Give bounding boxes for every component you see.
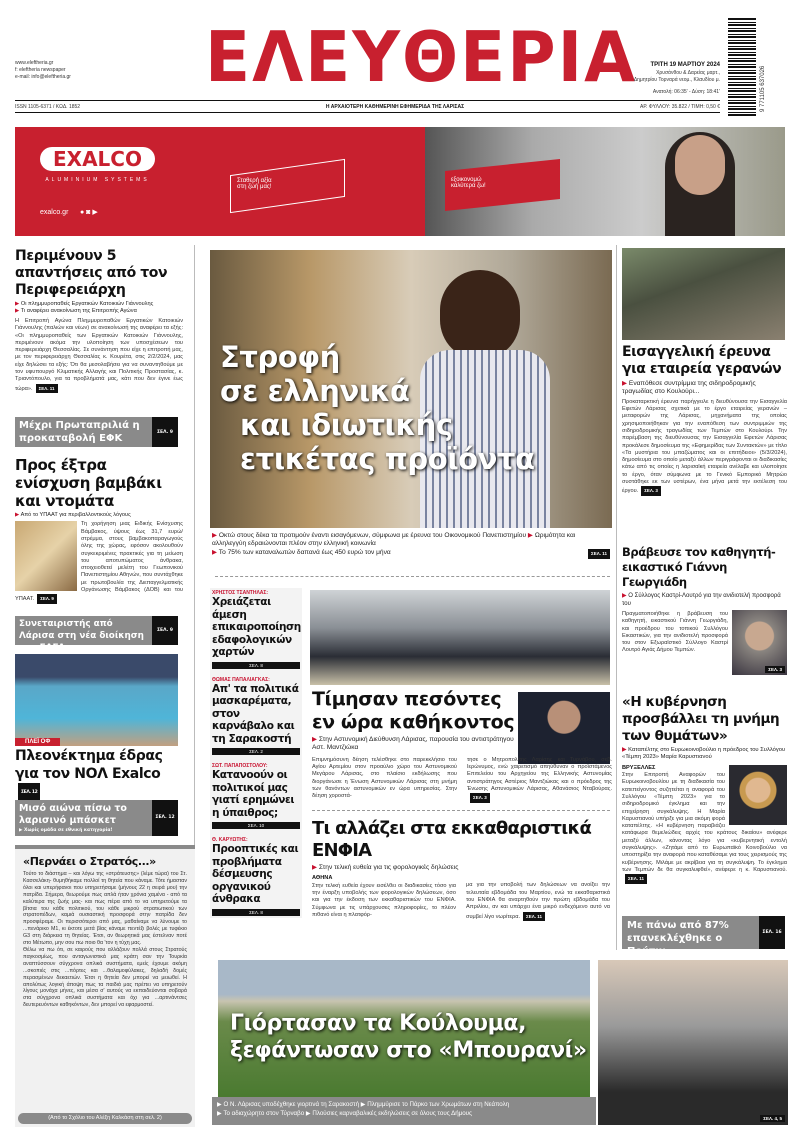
issn: ISSN 1105-6371 / ΚΩΔ. 1852	[15, 104, 81, 110]
bullet-icon: ▶	[212, 548, 218, 556]
caption: Πλημμύρισε το Πάρκο των Χρωμάτων στη Νεάπολη	[367, 1101, 510, 1108]
page-ref: ΣΕΛ. 9	[152, 417, 178, 447]
page-ref[interactable]: ΣΕΛ. 11	[523, 912, 545, 921]
opinion-title: Κατανοούν οι πολιτικοί μας γιατί ερημώνει η ύπαιθρος;	[212, 769, 295, 819]
author: Θ. ΚΑΡΥΩΤΗΣ:	[212, 837, 248, 843]
issue-date: ΤΡΙΤΗ 19 ΜΑΡΤΙΟΥ 2024	[650, 62, 720, 68]
dateline: ΑΘΗΝΑ	[312, 875, 333, 882]
page-ref[interactable]: ΣΕΛ. 3	[765, 666, 785, 673]
deck: Καταπέλτης στο Ευρωκοινοβούλιο η πρόεδρος του Συλλόγου «Τέμπη 2023» Μαρία Καρυστιανού	[622, 747, 786, 761]
bullet-icon: ▶	[622, 380, 628, 387]
deck: Από το ΥΠΑΑΤ για περιβαλλοντικούς λόγους	[20, 512, 131, 518]
headline: Εισαγγελική έρευνα για εταιρεία γερανών	[622, 344, 782, 377]
page-ref[interactable]: ΣΕΛ. 11	[625, 874, 647, 883]
author: ΘΩΜΑΣ ΠΑΠΑΛΙΑΓΚΑΣ:	[212, 676, 270, 683]
article-crane[interactable]	[622, 344, 787, 496]
cotton-photo	[15, 521, 77, 591]
opinion-title: Χρειάζεται άμεση επικαιροποίηση εδαφολογικών χαρτών	[212, 596, 301, 658]
deck: Στην Αστυνομική Διεύθυνση Λάρισας, παρουσία του αντιστράτηγου Αστ. Μαντζιώκα	[312, 736, 514, 752]
box-title: Με πάνω από 87% επανεκλέχθηκε ο Πούτιν	[627, 920, 729, 957]
author: ΣΩΤ. ΠΑΠΑΠΟΣΤΟΛΟΥ:	[212, 763, 268, 769]
opinion-item[interactable]	[212, 677, 300, 756]
body-text: Επιμνημόσυνη δέηση τελέσθηκε στο παρεκκλήσιο του Αγίου Αρτεμίου στον προαύλιο χώρο του Αστυνομικού Μεγάρου Λάρισας, στο πλαίσιο εκδήλωσης που διοργάνωσε η Ένωση Αστυνομικών Λάρισας στη μνήμη των θανόντων αστυνομικών εν ώρα υπηρεσίας. Στην δέηση χοροστά-	[312, 756, 457, 800]
bullet-icon: ▶	[622, 593, 627, 599]
lead-deck	[212, 532, 610, 559]
author: ΧΡΗΣΤΟΣ ΤΣΑΝΤΗΛΑΣ:	[212, 590, 269, 596]
column-stratos[interactable]	[15, 845, 195, 1127]
crane-photo	[622, 248, 785, 340]
body-text: Θέλω να πω ότι, σε καιρούς που αλλάζουν πολλά στους Στρατούς παγκοσμίως, που ανταγωνιστικά μας κράτη σαν την Τουρκία αναπτύσσουν σύγχρονα οπλικά συστήματα, εμείς έχουμε ακόμη ...σκοπιές στις ...πόρτες και ...θαλαμοφύλακες, δηλαδή δομές περασμένων δεκαετιών. Έτσι η θητεία δεν μπορεί να μειωθεί. Η απολύτως λογική άποψη πως τα παιδιά μας πρέπει να υπηρετούν λίγους μονάχα μήνες, και μέσα σ' αυτούς να εκπαιδεύονται σοβαρά στα σύγχρονα οπλικά συστήματα και όχι για ...αρτινάντσες δευτερευόντων καθηκόντων, δεν μπορεί να εφαρμοστεί.	[23, 946, 187, 1009]
deck: Οι πλημμυροπαθείς Εργατικών Κατοικιών Γιάννουλης	[20, 301, 154, 307]
page-ref: ΣΕΛ. 9	[152, 616, 178, 645]
barcode	[728, 18, 756, 116]
box-title: Μέχρι Πρωταπριλιά η προκαταβολή ΕΦΚ	[19, 420, 140, 444]
bullet-icon: ▶	[622, 747, 627, 753]
article-flood[interactable]	[15, 248, 183, 393]
contact-info	[15, 60, 71, 81]
bottom-captions	[212, 1097, 596, 1125]
rule	[15, 100, 720, 101]
page-ref: ΣΕΛ. 2	[212, 748, 300, 755]
headline: Τίμησαν πεσόντες εν ώρα καθήκοντος	[312, 688, 515, 733]
newspaper-logo: ΕΛΕΥΘΕΡΙΑ	[205, 17, 638, 98]
page-ref: ΣΕΛ. 12	[152, 800, 178, 836]
column-source[interactable]: (Από το Σχόλιο του Αλέξη Καλκάση στη σελ. 2)	[18, 1113, 192, 1124]
headline-nol[interactable]	[15, 747, 185, 803]
ceremony-photo	[310, 590, 610, 685]
opinion-title: Προοπτικές και προβλήματα δέσμευσης οργανικού άνθρακα	[212, 843, 299, 905]
caption: Ο Ν. Λάρισας υποδέχθηκε γιορτινά τη Σαρακοστή	[223, 1101, 360, 1108]
deck: Ο Σύλλογος Καστρί-Λουτρό για την ανιδιοτελή προσφορά του	[622, 593, 781, 607]
headline-line: Στροφή	[220, 340, 340, 374]
page-ref: ΣΕΛ. 16	[759, 916, 785, 949]
bullet-icon: ▶	[212, 532, 218, 539]
bottom-headline[interactable]	[230, 1010, 587, 1064]
exalco-ad[interactable]	[15, 127, 785, 236]
body-text: Τούτο το διάστημα – και λόγω της «στράτευσης» (λέμε τώρα) του Στ. Κασσελάκη- θυμηθήκαμε πολλοί τη θητεία που κάναμε. Τότε ήμασταν όλοι και υπερήφανοι που υπηρετήσαμε (μήνους 22 η σειρά μου) την πατρίδα. Σήμερα, θεωρούμε πως απλά ήταν χρόνια χαμένα - από τα καλύτερα της ζωής μας- και πως πέρα από το να υπηρετούμε τα βίτσια του κάθε πολιτικού, του κάθε μικρού στρατιωτικού των στρατοπέδων, καμιά ουσιαστική προσφορά στην πατρίδα δεν προσφέραμε. Οι περισσότεροι από μας, μαθαίναμε να λύνουμε το ...πενάρικο Μ1, κι έκτοτε μετά βίας κάναμε πεντέξι βολές με τυφέκιο G3 στη διάρκεια τη θητείας. Έτσι, αν θεωρητικά μας έστελναν ποτέ στο Μέτωπο, μην σου πω ποιο θα 'τον η τύχη μας.	[23, 871, 187, 947]
page-ref[interactable]: ΣΕΛ. 3	[641, 486, 661, 495]
body-text: τησε ο Μητροπολίτης Λαρίσης και Τυρνάβου, σεβ. Ιερώνυμος, ενώ χαιρετισμό απηύθυναν ο προϊστάμενος Επιτελείου του Αρχηγείου της Ελληνικής Αστυνομίας αντιστράτηγος Αστέριος Μαντζιώκας και ο πρόεδρος της Ένωσης Αστυνομικών Λάρισας, Αθανάσιος Νταβούρας.	[467, 756, 612, 792]
headline-line: ετικέτας προϊόντα	[240, 442, 535, 476]
lead-photo	[210, 250, 612, 528]
headline-line: Γιόρτασαν τα Κούλουμα,	[230, 1011, 527, 1036]
slogan-line: καλύτερα ζω!	[451, 183, 486, 189]
opinion-item[interactable]	[212, 763, 300, 829]
article-enfia[interactable]	[312, 818, 610, 921]
body-text: Πραγματοποιήθηκε η βράβευση του καθηγητή, εικαστικού Γιάννη Γεωργιάδη, και προέδρου του τοπικού Συλλόγου Εικαστικών, για την ανιδιοτελή προσφορά του στον Εξωραϊστικό Σύλλογο Καστρί Λουτρό Αγιάς Δήμου Τεμπών.	[622, 611, 728, 654]
article-cotton[interactable]	[15, 456, 183, 604]
page-ref: ΣΕΛ. 8	[212, 909, 300, 916]
slogan-line: στη ζωή μας!	[237, 184, 272, 190]
ad-slogan-1	[230, 159, 345, 213]
bullet-icon: ▶	[15, 301, 20, 307]
body-text: Στην Επιτροπή Αναφορών του Ευρωκοινοβουλίου με τη διαδικασία του κατεπείγοντος συζητείται η αναφορά του Συλλόγου «Τέμπη 2023» για το σιδηροδρομικό έγκλημα και την επιχείρηση συγκάλυψης. Η Μαρία Καρυστιανού υπήρξε για μια ακόμη φορά καταπέλτης. «Η κυβέρνηση παραβιάζει κατάφωρα θεμελιώδεις αρχές του κράτους δικαίου» ανέφερε μεταξύ άλλων, κάνοντας λόγο για «κυβερνητική εντολή συγκάλυψης». «Ζητάμε από το Ευρωπαϊκό Κοινοβούλιο να υποστηρίξει την αναφορά που καταθέσαμε για τους χειρισμούς της κυβέρνησης. Μιλάμε με ακρίβεια για τη συγκάλυψη. Το έγκλημα των Τεμπών δε θα συγκαλυφθεί», ανέφερε η κ. Καρυστιανού.	[622, 772, 787, 873]
ad-site[interactable]: exalco.gr	[40, 209, 69, 216]
bullet-icon: ▶	[527, 532, 533, 539]
slogan-line: εξοικονομώ	[451, 177, 482, 183]
email-link[interactable]: e-mail: info@eleftheria.gr	[15, 74, 71, 80]
page-ref[interactable]: ΣΕΛ. 4, 5	[760, 1115, 785, 1122]
deck: Το 75% των καταναλωτών δαπανά έως 450 ευρώ τον μήνα	[218, 548, 391, 556]
divider	[215, 576, 610, 577]
article-police[interactable]	[312, 688, 612, 803]
bourani-photo	[598, 960, 788, 1125]
opinion-title: Απ' τα πολιτικά μασκαρέματα, στον καρνάβαλο και τη Σαρακοστή	[212, 682, 299, 745]
page-ref[interactable]: ΣΕΛ. 11	[588, 549, 610, 559]
deck: Στην τελική ευθεία για τις φορολογικές δηλώσεις	[318, 864, 459, 871]
article-award[interactable]	[622, 545, 787, 675]
headline-line: σε ελληνικά	[220, 374, 410, 408]
deck: Οκτώ στους δέκα τα προτιμούν έναντι εισαγόμενων, σύμφωνα με έρευνα του Οικονομικού Πανεπιστημίου	[218, 532, 527, 539]
deck: Ωριμότητα και αλληλεγγύη εδραιώνονται πλέον στην ελληνική κοινωνία	[212, 532, 576, 548]
caption: Πλούσιες καρναβαλικές εκδηλώσεις σε όλους τους Δήμους	[312, 1110, 473, 1117]
body-text: Τη χορήγηση μιας Ειδικής Ενίσχυσης Βάμβακος, ύψους έως 31,7 ευρώ/στρέμμα, στους βαμβακοπαραγωγούς όλης της χώρας, εφόσον ακολουθούν συγκεκριμένες πρακτικές για τη μείωση του αποτυπώματος άνθρακα, στοιχειοθετεί μελέτη του Γεωπονικού Πανεπιστημίου Αθηνών, που συντάχθηκε με πρωτοβουλία της Διεπαγγελματικής Οργάνωσης Βάμβακος (ΔΟΒ) και του ΥΠΑΑΤ.	[15, 521, 183, 603]
bullet-icon: ▶	[15, 308, 20, 314]
website-link[interactable]: www.eleftheria.gr	[15, 60, 54, 66]
opinion-item[interactable]	[212, 837, 300, 916]
box-elga[interactable]	[15, 616, 178, 653]
page-ref[interactable]: ΣΕΛ. 12	[18, 783, 40, 803]
box-efk[interactable]	[15, 417, 178, 447]
koulouma-photo	[218, 960, 590, 1097]
social-icons: ● ◙ ▶	[80, 209, 98, 216]
page-ref: ΣΕΛ. 8	[212, 662, 300, 669]
headline: Βράβευσε τον καθηγητή-εικαστικό Γιάννη Γεωργιάδη	[622, 545, 776, 589]
professor-photo	[732, 610, 787, 675]
body-text: Προκαταρκτική έρευνα παρήγγειλε η διευθύνουσα την Εισαγγελία Εφετών Λάρισας σχετικά με το έργο εταιρείας γερανών – μεταφορών της Λάρισας, μηχανήματα της οποίας χρησιμοποιήθηκαν για την εναπόθεση των συντριμμιών της σιδηροδρομικής τραγωδίας των Τεμπών στο Κουλούρι. Την παρέμβαση της διευθύνουσας την Εισαγγελία Εφετών Λάρισας προκάλεσε δημοσίευμα της «Εφημερίδας των Συντακτών» με τίτλο «Τα μυστήρια του μπαζώματος και οι επιτήδειοι» (5/3/2024), δημοσίευμα στο οποίο μεταξύ άλλων περιγράφονται οι διαδικασίες κάτω από τις οποίες η λαρισαϊκή εταιρεία ανέλαβε και υλοποίησε το έργο, όταν σύμφωνα με το Γενικό Εμπορικό Μητρώο συστάθηκε εκ των υστέρων, ένα μήνα μετά την εκτέλεση του έργου.	[622, 398, 787, 495]
opinion-column	[210, 588, 302, 918]
exalco-logo: EXALCO	[40, 147, 155, 171]
label-playoff: ΠΛΕΪ ΟΦ	[15, 738, 60, 746]
barcode-number: 9 771105 637026	[760, 65, 766, 112]
headline: Προς έξτρα ενίσχυση βαμβάκι και ντομάτα	[15, 456, 162, 510]
box-title: Συνεταιριστής από Λάρισα στη νέα διοίκηση του ΕΛΓΑ	[19, 619, 144, 653]
deck: Χωρίς ομάδα σε εθνική κατηγορία!	[24, 828, 113, 833]
date-block	[612, 62, 720, 96]
headline-line: ξεφάντωσαν στο «Μπουρανί»	[230, 1038, 587, 1063]
issue-price: ΑΡ. ΦΥΛΛΟΥ: 35.822 / ΤΙΜΗ: 0,50 €	[639, 104, 720, 110]
divider	[312, 810, 610, 811]
bullet-icon: ▶	[217, 1110, 222, 1117]
bullet-icon: ▶	[360, 1101, 366, 1108]
column-divider	[616, 245, 617, 950]
rule	[15, 112, 720, 113]
facebook-link[interactable]: f: eleftheria newspaper	[15, 67, 66, 73]
ad-sub: ALUMINIUM SYSTEMS	[45, 177, 150, 183]
deck: Εναπόθεσε συντρίμμια της σιδηροδρομικής τραγωδίας στο Κουλούρι...	[622, 380, 756, 396]
headline-line: και ιδιωτικής	[240, 408, 453, 442]
dateline: ΒΡΥΞΕΛΛΕΣ	[622, 764, 656, 771]
tagline: Η ΑΡΧΑΙΟΤΕΡΗ ΚΑΘΗΜΕΡΙΝΗ ΕΦΗΜΕΡΙΔΑ ΤΗΣ ΛΑΡΙΣΑΣ	[325, 104, 465, 110]
bullet-icon: ▶	[312, 864, 318, 871]
bullet-icon: ▶	[19, 828, 23, 833]
deck: Τι αναφέρει ανακοίνωση της Επιτροπής Αγώνα	[20, 308, 137, 314]
box-putin[interactable]	[622, 916, 785, 957]
article-tempi[interactable]	[622, 694, 787, 884]
page-ref[interactable]: ΣΕΛ. 3	[470, 793, 490, 802]
bullet-icon: ▶	[217, 1101, 222, 1108]
lead-headline[interactable]	[220, 340, 535, 476]
headline: Τι αλλάζει στα εκκαθαριστικά ΕΝΦΙΑ	[312, 818, 592, 861]
headline: «Η κυβέρνηση προσβάλλει τη μνήμη των θυμάτων»	[622, 694, 780, 744]
opinion-item[interactable]	[212, 590, 300, 669]
headline: Πλεονέκτημα έδρας για τον ΝΟΛ Exalco	[15, 748, 163, 782]
caption: Το αδιαχώρητο στον Τύρναβο	[223, 1110, 305, 1117]
bullet-icon: ▶	[312, 736, 318, 743]
column-title: «Περνάει ο Στρατός...»	[23, 855, 156, 868]
page-ref[interactable]: ΣΕΛ. 11	[36, 384, 58, 393]
body-text: Η Επιτροπή Αγώνα Πλημμυροπαθών Εργατικών Κατοικιών Γιάννουλης (παλιών και νέων) σε ανακοίνωσή της αναφέρει τα εξής: «Οι πλημμυροπαθείς των Εργατικών Κατοικιών Γιάννουλης, περιμένουν ακόμα την υλοποίηση των υποσχέσεων του περιφερειάρχη Θεσσαλίας. Σε συνάντηση που είχε η επιτροπή μας, με τον περιφερειάρχη Θεσσαλίας κ. Κουρέτα, στις 2/2/2024, μας είχε δηλώσει τα εξής: Ότι θα μεσολαβήσει για να συναντηθούμε με τον υφυπουργό Κλιματικής Αλλαγής και Πολιτικής Προστασίας, κ. Τριαντόπουλο, για τα προβλήματά μας, κάτι που δεν έγινε έως τώρα».	[15, 318, 183, 392]
sunrise-sunset: Ανατολή: 06:35' - Δύση: 18:41'	[652, 89, 720, 96]
page-ref: ΣΕΛ. 10	[212, 822, 300, 829]
page-ref[interactable]: ΣΕΛ. 9	[37, 594, 57, 603]
bullet-icon: ▶	[15, 512, 20, 518]
waterpolo-photo	[15, 654, 178, 746]
bullet-icon: ▶	[305, 1110, 311, 1117]
karystianou-photo	[729, 765, 787, 825]
box-basket[interactable]	[15, 800, 178, 836]
ad-face	[675, 135, 725, 195]
headline: Περιμένουν 5 απαντήσεις από τον Περιφερειάρχη	[15, 248, 168, 298]
body-text: Στην τελική ευθεία έχουν εισέλθει οι διαδικασίες τόσο για την έναρξη υποβολής των φορολογικών δηλώσεων, όσο και για την έκδοση των εκκαθαριστικών του ΕΝΦΙΑ. Σύμφωνα με τις υπάρχουσες πληροφορίες, το πλέον πιθανό είναι η πλατφόρ-	[312, 882, 456, 918]
namedays-2: Δημητρίου Τορναρά νεομ., Κλαυδίου μ.	[633, 76, 720, 83]
body-text: μα για την υποβολή των δηλώσεων να ανοίξει την τελευταία εβδομάδα του Μαρτίου, ενώ τα εκκαθαριστικά του ΕΝΦΙΑ θα αναρτηθούν την πρώτη εβδομάδα του Απριλίου, αν και υπάρχει ένα μικρό ενδεχόμενο αυτό να συμβεί λίγο νωρίτερα.	[466, 882, 610, 920]
namedays: Χρυσάνθου & Δαρείας μαρτ.,	[656, 70, 720, 77]
box-title: Μισό αιώνα πίσω το λαρισινό μπάσκετ	[19, 803, 127, 826]
slogan-line: Σταθερή αξία	[237, 178, 272, 184]
